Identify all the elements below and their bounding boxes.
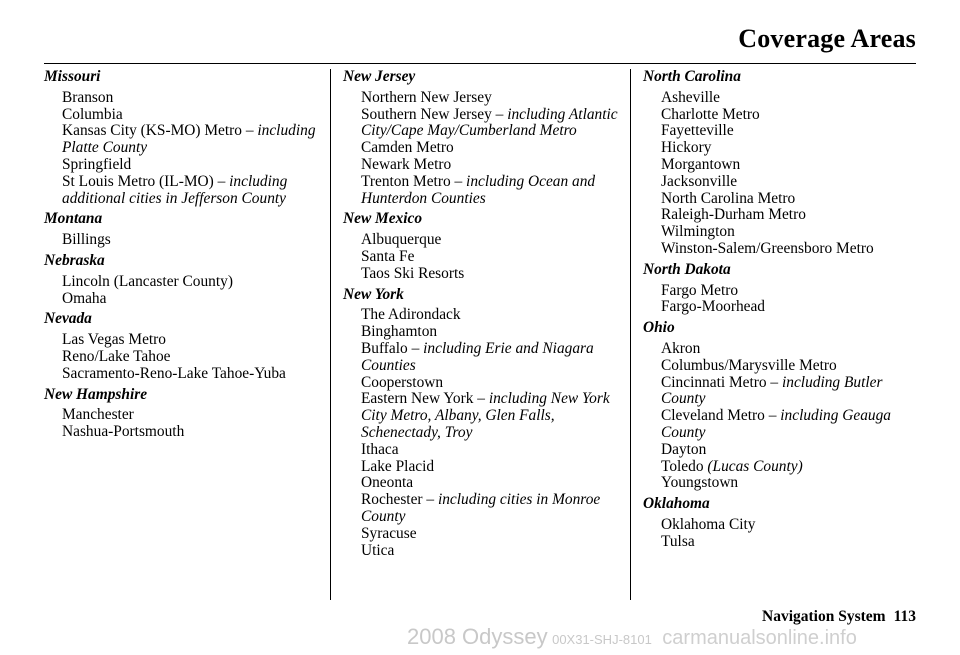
city-entry [62, 232, 318, 249]
city-entry [661, 157, 919, 174]
city-name: Rochester – [361, 491, 435, 509]
city-name: Ithaca [361, 440, 399, 458]
city-entry [661, 283, 919, 300]
column-1 [44, 69, 318, 441]
city-name: Newark Metro [361, 155, 452, 173]
city-entry [361, 475, 619, 492]
city-list [343, 307, 619, 559]
city-name: Lincoln (Lancaster County) [62, 272, 233, 290]
city-entry [661, 207, 919, 224]
city-name: Youngstown [661, 474, 739, 492]
city-list [44, 332, 318, 382]
city-entry [661, 517, 919, 534]
city-entry [361, 391, 619, 441]
page-number: 113 [893, 608, 916, 625]
city-entry [661, 140, 919, 157]
city-name: Southern New Jersey – [361, 105, 504, 123]
column-divider [630, 69, 631, 600]
state-heading: New Mexico [343, 210, 423, 228]
city-entry [661, 408, 919, 442]
city-name: Billings [62, 231, 111, 249]
city-entry [361, 526, 619, 543]
column-2 [343, 69, 619, 559]
city-name: Toledo [661, 457, 704, 475]
city-name: Albuquerque [361, 231, 442, 249]
city-entry [661, 224, 919, 241]
state-heading: New Jersey [343, 68, 416, 85]
city-list [44, 407, 318, 441]
state-heading: Nevada [44, 310, 92, 328]
city-entry [62, 424, 318, 441]
city-name: Cleveland Metro – [661, 407, 777, 425]
city-name: Winston-Salem/Greensboro Metro [661, 239, 874, 257]
city-list [343, 232, 619, 282]
city-note: including Ocean and Hunterdon Counties [361, 172, 596, 207]
city-entry [361, 249, 619, 266]
city-entry [361, 375, 619, 392]
city-entry [661, 375, 919, 409]
city-entry [661, 534, 919, 551]
city-name: Wilmington [661, 223, 735, 241]
state-heading: Oklahoma [643, 495, 710, 513]
city-name: The Adirondack [361, 306, 461, 324]
city-entry [62, 274, 318, 291]
city-name: Tulsa [661, 532, 695, 550]
city-note: including Platte County [62, 122, 316, 157]
watermark-site: carmanualsonline.info [662, 627, 857, 649]
city-name: Buffalo – [361, 339, 420, 357]
city-name: Fargo-Moorhead [661, 298, 766, 316]
city-entry [361, 174, 619, 208]
city-entry [361, 543, 619, 560]
city-entry [361, 492, 619, 526]
city-name: Morgantown [661, 155, 741, 173]
city-name: Raleigh-Durham Metro [661, 206, 806, 224]
city-note: (Lucas County) [707, 457, 803, 475]
city-entry [62, 366, 318, 383]
city-name: Utica [361, 541, 395, 559]
city-note: including Erie and Niagara Counties [361, 339, 594, 374]
city-name: Branson [62, 88, 114, 106]
city-name: Columbus/Marysville Metro [661, 356, 837, 374]
city-entry [62, 291, 318, 308]
title-divider [44, 63, 916, 64]
city-entry [661, 241, 919, 258]
city-name: Oklahoma City [661, 515, 756, 533]
city-name: Fargo Metro [661, 281, 739, 299]
city-note: including cities in Monroe County [361, 491, 601, 525]
city-name: Dayton [661, 440, 707, 458]
city-entry [661, 459, 919, 476]
city-name: Lake Placid [361, 457, 435, 475]
city-entry [62, 123, 318, 157]
city-entry [361, 307, 619, 324]
city-entry [361, 266, 619, 283]
city-name: Taos Ski Resorts [361, 264, 465, 282]
state-heading: Montana [44, 210, 103, 228]
city-note: including New York City Metro, Albany, Glen Falls, Schenectady, Troy [361, 390, 610, 441]
city-entry [361, 107, 619, 141]
city-entry [361, 341, 619, 375]
city-name: Trenton Metro – [361, 172, 463, 190]
city-name: Asheville [661, 88, 720, 106]
city-entry [62, 174, 318, 208]
city-entry [661, 174, 919, 191]
city-name: Oneonta [361, 474, 414, 492]
city-name: Columbia [62, 105, 123, 123]
city-name: Cincinnati Metro – [661, 373, 779, 391]
city-name: Santa Fe [361, 247, 415, 265]
city-name: Kansas City (KS-MO) Metro – [62, 122, 254, 140]
city-entry [361, 232, 619, 249]
city-list [44, 90, 318, 208]
city-entry [62, 107, 318, 124]
city-name: St Louis Metro (IL-MO) – [62, 172, 226, 190]
watermark [407, 624, 857, 650]
city-entry [361, 140, 619, 157]
city-entry [361, 157, 619, 174]
city-name: Springfield [62, 155, 132, 173]
city-entry [361, 324, 619, 341]
city-name: Akron [661, 339, 701, 357]
footer-section-label: Navigation System [762, 608, 886, 625]
column-3 [643, 69, 919, 551]
city-entry [62, 90, 318, 107]
city-name: Eastern New York – [361, 390, 485, 408]
city-list [44, 232, 318, 249]
city-entry [661, 442, 919, 459]
city-list [343, 90, 619, 208]
city-entry [62, 407, 318, 424]
city-name: Manchester [62, 406, 134, 424]
column-divider [330, 69, 331, 600]
city-entry [661, 107, 919, 124]
city-entry [62, 332, 318, 349]
city-name: Northern New Jersey [361, 88, 492, 106]
watermark-code: 00X31-SHJ-8101 [552, 632, 652, 647]
city-name: Binghamton [361, 323, 438, 341]
city-entry [661, 341, 919, 358]
city-name: Syracuse [361, 524, 417, 542]
state-heading: New York [343, 285, 404, 303]
city-entry [62, 349, 318, 366]
watermark-model: 2008 Odyssey [407, 624, 548, 649]
city-name: Fayetteville [661, 122, 734, 140]
city-name: Camden Metro [361, 139, 454, 157]
city-entry [361, 442, 619, 459]
city-entry [361, 459, 619, 476]
city-name: Charlotte Metro [661, 105, 760, 123]
city-entry [661, 123, 919, 140]
page-title: Coverage Areas [738, 24, 916, 53]
city-entry [62, 157, 318, 174]
city-name: North Carolina Metro [661, 189, 796, 207]
city-name: Las Vegas Metro [62, 331, 167, 349]
city-name: Reno/Lake Tahoe [62, 347, 171, 365]
city-entry [661, 358, 919, 375]
city-list [44, 274, 318, 308]
city-list [643, 341, 919, 492]
city-name: Cooperstown [361, 373, 444, 391]
state-heading: New Hampshire [44, 385, 148, 403]
city-name: Nashua-Portsmouth [62, 423, 185, 441]
city-name: Omaha [62, 289, 107, 307]
state-heading: Nebraska [44, 251, 105, 269]
city-list [643, 90, 919, 258]
city-entry [661, 475, 919, 492]
state-heading: Missouri [44, 68, 101, 85]
state-heading: Ohio [643, 319, 675, 337]
city-note: including Atlantic City/Cape May/Cumberland Metro [361, 105, 618, 140]
city-name: Jacksonville [661, 172, 738, 190]
city-list [643, 517, 919, 551]
state-heading: North Dakota [643, 260, 731, 278]
city-entry [361, 90, 619, 107]
state-heading: North Carolina [643, 68, 741, 85]
city-name: Sacramento-Reno-Lake Tahoe-Yuba [62, 364, 286, 382]
city-note: including Butler County [661, 373, 883, 408]
city-entry [661, 90, 919, 107]
city-note: including additional cities in Jefferson County [62, 172, 288, 207]
city-list [643, 283, 919, 317]
city-entry [661, 191, 919, 208]
city-name: Hickory [661, 139, 712, 157]
city-entry [661, 299, 919, 316]
city-note: including Geauga County [661, 407, 891, 441]
